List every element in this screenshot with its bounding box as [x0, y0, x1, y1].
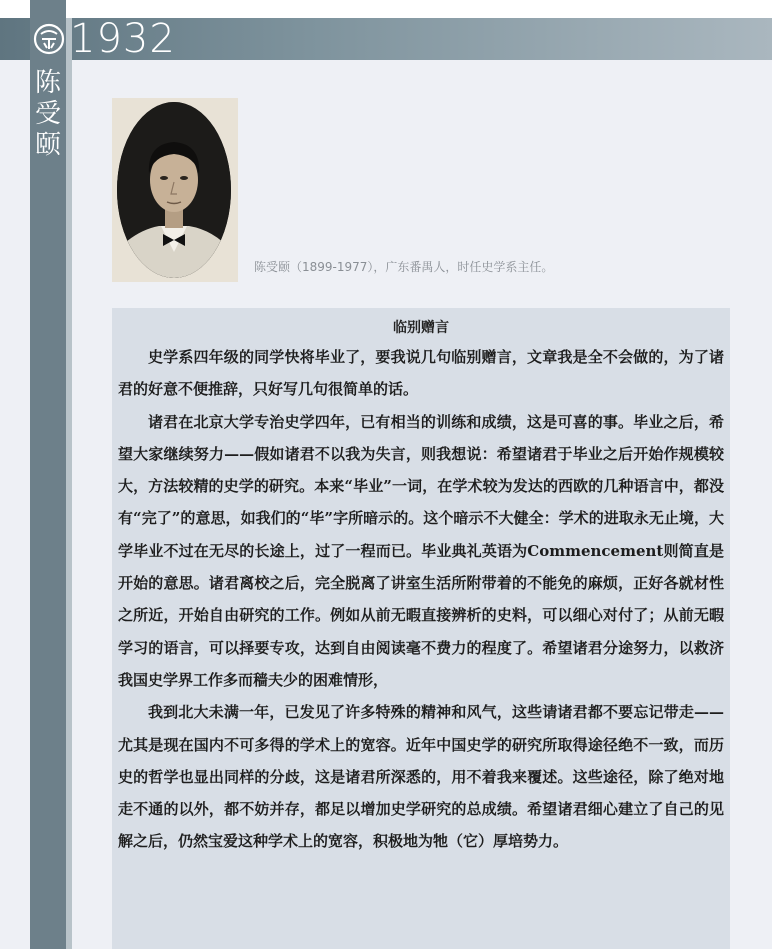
portrait-photo [117, 102, 231, 278]
letter-paragraph: 我到北大未满一年，已发见了许多特殊的精神和风气，这些请诸君都不要忘记带走——尤其是现在国内不可多得的学术上的宽容。近年中国史学的研究所取得途径绝不一致，而历史的哲学也显出同样的分歧，这是诸君所深悉的，用不着我来覆述。这些途径，除了绝对地走不通的以外，都不妨并存，都足以增加史学研究的总成绩。希望诸君细心建立了自己的见解之后，仍然宝爱这种学术上的宽容，积极地为牠（它）厚培势力。 [118, 703, 724, 851]
letter-title: 临别赠言 [393, 320, 449, 336]
letter-paragraph: 诸君在北京大学专治史学四年，已有相当的训练和成绩，这是可喜的事。毕业之后，希望大家继续努力——假如诸君不以我为失言，则我想说：希望诸君于毕业之后开始作规模较大，方法较精的史学的研究。本来“毕业”一词，在学术较为发达的西欧的几种语言中，都没有“完了”的意思，如我们的“毕”字所暗示的。这个暗示不大健全：学术的进取永无止境，大学毕业不过在无尽的长途上，过了一程而已。毕业典礼英语为Commencement则简直是开始的意思。诸君离校之后，完全脱离了讲室生活所附带着的不能免的麻烦，正好各就材性之所近，开始自由研究的工作。例如从前无暇直接辨析的史料，可以细心对付了；从前无暇学习的语言，可以择要专攻，达到自由阅读毫不费力的程度了。希望诸君分途努力，以救济我国史学界工作多而穑夫少的困难情形， [118, 412, 724, 689]
letter-body [118, 341, 724, 858]
portrait-caption: 陈受颐（1899-1977），广东番禺人，时任史学系主任。 [254, 260, 554, 274]
university-emblem-icon [32, 22, 66, 56]
letter-paragraph: 史学系四年级的同学快将毕业了，要我说几句临别赠言，文章我是全不会做的，为了诸君的好意不便推辞，只好写几句很简单的话。 [118, 348, 724, 399]
year-title: 1932 [70, 16, 176, 62]
person-name-vertical: 陈受颐 [34, 68, 61, 160]
vertical-strip-edge [66, 18, 72, 949]
